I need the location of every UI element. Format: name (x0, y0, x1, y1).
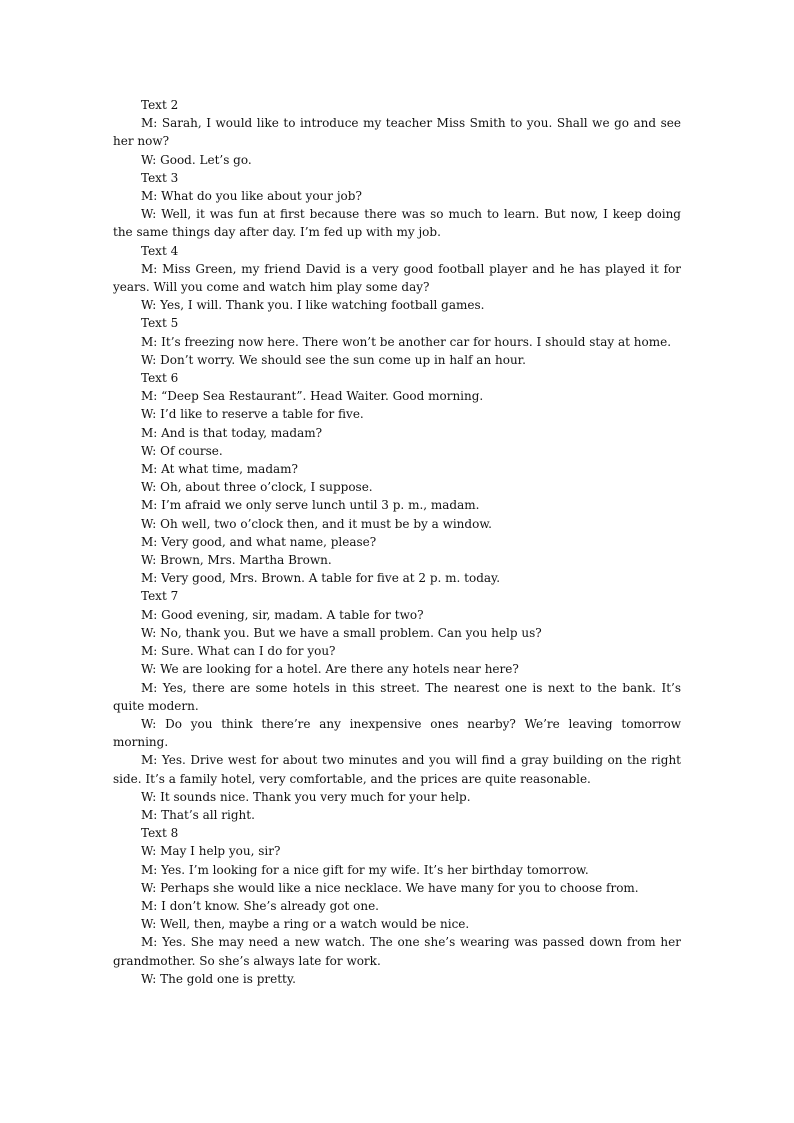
dialogue-line: W: Oh, about three o’clock, I suppose. (141, 480, 373, 495)
transcript-page (113, 96, 681, 988)
dialogue-line: W: No, thank you. But we have a small problem. Can you help us? (141, 625, 542, 640)
dialogue-line: M: Miss Green, my friend David is a very good football player and he has played it for years. Will you come and watch him play some day? (113, 261, 681, 295)
dialogue-line: W: Don’t worry. We should see the sun come up in half an hour. (141, 352, 526, 367)
dialogue-line: W: Of course. (141, 443, 223, 458)
section-heading: Text 2 (141, 98, 179, 112)
section-heading: Text 7 (141, 589, 179, 604)
dialogue-line: M: Yes, there are some hotels in this street. The nearest one is next to the bank. It’s quite modern. (113, 680, 681, 713)
dialogue-line: W: Yes, I will. Thank you. I like watching football games. (141, 298, 485, 313)
dialogue-line: W: Perhaps she would like a nice necklace. We have many for you to choose from. (141, 880, 639, 895)
section-heading: Text 5 (141, 316, 179, 331)
dialogue-line: M: Yes. I’m looking for a nice gift for my wife. It’s her birthday tomorrow. (141, 862, 589, 877)
dialogue-line: M: I’m afraid we only serve lunch until 3 p. m., madam. (141, 498, 480, 513)
dialogue-line: M: Very good, Mrs. Brown. A table for five at 2 p. m. today. (141, 571, 501, 586)
dialogue-line: W: Well, it was fun at first because there was so much to learn. But now, I keep doing the same things day after day. I’m fed up with my job. (113, 207, 681, 240)
section-heading: Text 6 (141, 371, 179, 386)
dialogue-line: M: Sure. What can I do for you? (141, 644, 336, 659)
dialogue-line: W: Well, then, maybe a ring or a watch would be nice. (141, 917, 470, 932)
dialogue-line: W: I’d like to reserve a table for five. (141, 407, 364, 422)
dialogue-line: M: Very good, and what name, please? (141, 534, 377, 549)
section-heading: Text 3 (141, 170, 179, 185)
section-heading: Text 8 (141, 826, 179, 841)
dialogue-line: M: “Deep Sea Restaurant”. Head Waiter. Good morning. (141, 389, 484, 404)
dialogue-line: W: We are looking for a hotel. Are there any hotels near here? (141, 662, 519, 677)
dialogue-line: M: And is that today, madam? (141, 425, 323, 440)
dialogue-line: W: Do you think there’re any inexpensive ones nearby? We’re leaving tomorrow morning. (113, 716, 681, 750)
dialogue-line: M: That’s all right. (141, 807, 255, 822)
dialogue-line: M: What do you like about your job? (141, 189, 362, 204)
dialogue-line: M: At what time, madam? (141, 462, 298, 477)
dialogue-line: W: It sounds nice. Thank you very much for your help. (141, 789, 471, 804)
dialogue-line: M: I don’t know. She’s already got one. (141, 898, 379, 913)
dialogue-line: W: Oh well, two o’clock then, and it must be by a window. (141, 516, 492, 531)
dialogue-line: M: It’s freezing now here. There won’t be another car for hours. I should stay at home. (141, 334, 672, 349)
dialogue-line: W: The gold one is pretty. (141, 971, 296, 986)
dialogue-line: W: May I help you, sir? (141, 844, 281, 859)
dialogue-line: M: Yes. She may need a new watch. The one she’s wearing was passed down from her grandmother. So she’s always late for work. (113, 935, 681, 968)
dialogue-line: W: Brown, Mrs. Martha Brown. (141, 553, 332, 568)
dialogue-line: M: Good evening, sir, madam. A table for two? (141, 607, 424, 622)
dialogue-line: W: Good. Let’s go. (141, 152, 252, 167)
section-heading: Text 4 (141, 243, 179, 258)
dialogue-line: M: Yes. Drive west for about two minutes and you will find a gray building on the right side. It’s a family hotel, very comfortable, and the prices are quite reasonable. (113, 753, 681, 786)
dialogue-line: M: Sarah, I would like to introduce my teacher Miss Smith to you. Shall we go and see her now? (113, 116, 681, 149)
